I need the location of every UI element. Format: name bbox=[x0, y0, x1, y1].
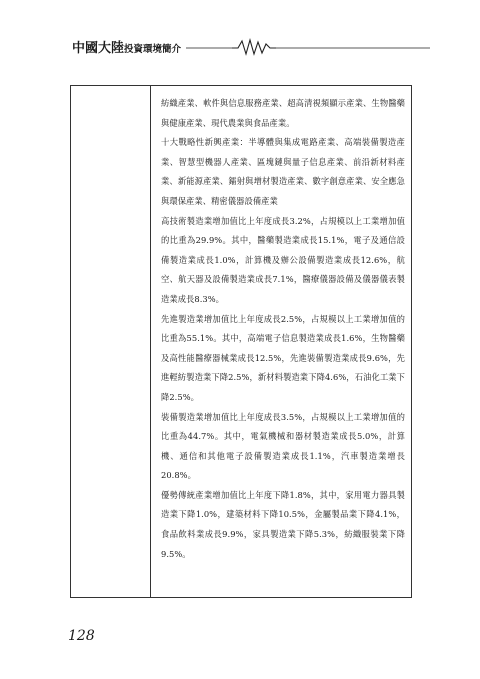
paragraph-strategic-industries: 十大戰略性新興產業：半導體與集成電路產業、高端裝備製造產業、智慧型機器人產業、區塊鏈與量子信息產業、前沿新材料產業、新能源產業、鐳射與增材製造產業、數字創意產業、安全應急與環保產業、精密儀器設備產業 bbox=[161, 137, 405, 206]
paragraph-equipment-manufacturing: 裝備製造業增加值比上年度成長3.5%，占規模以上工業增加值的比重為44.7%。其中，電氣機械和器材製造業成長5.0%，計算機、通信和其他電子設備製造業成長1.1%，汽車製造業增長20.8%。 bbox=[161, 411, 405, 481]
paragraph-advanced-manufacturing: 先進製造業增加值比上年度成長2.5%，占規模以上工業增加值的比重為55.1%。其中，高端電子信息製造業成長1.6%，生物醫藥及高性能醫療器械業成長12.5%，先進裝備製造業成長9.6%，先進輕紡製造業下降2.5%，新材料製造業下降4.6%，石油化工業下降2.5%。 bbox=[161, 313, 405, 402]
header-title-sub: 投資環境簡介 bbox=[124, 44, 182, 55]
page-header bbox=[72, 38, 432, 56]
header-title bbox=[72, 38, 181, 59]
header-title-main: 中國大陸 bbox=[72, 41, 125, 56]
paragraph-industry-list: 紡織產業、軟件與信息服務產業、超高清視頻顯示產業、生物醫藥與健康產業、現代農業與食品產業。 bbox=[161, 98, 405, 128]
paragraph-traditional-industries: 優勢傳統產業增加值比上年度下降1.8%，其中，家用電力器具製造業下降1.0%，建築材料下降10.5%，金屬製品業下降4.1%，食品飲料業成長9.9%，家具製造業下降5.3%，紡織服裝業下降9.5%。 bbox=[161, 489, 405, 559]
table-content-cell bbox=[161, 94, 405, 564]
paragraph-high-tech-manufacturing: 高技術製造業增加值比上年度成長3.2%，占規模以上工業增加值的比重為29.9%。其中，醫藥製造業成長15.1%，電子及通信設備製造業成長1.0%，計算機及辦公設備製造業成長12.6%，航空、航天器及設備製造業成長7.1%，醫療儀器設備及儀器儀表製造業成長8.3%。 bbox=[161, 215, 405, 304]
page-number: 128 bbox=[68, 628, 95, 644]
content-table bbox=[70, 85, 412, 598]
column-divider bbox=[150, 86, 151, 597]
